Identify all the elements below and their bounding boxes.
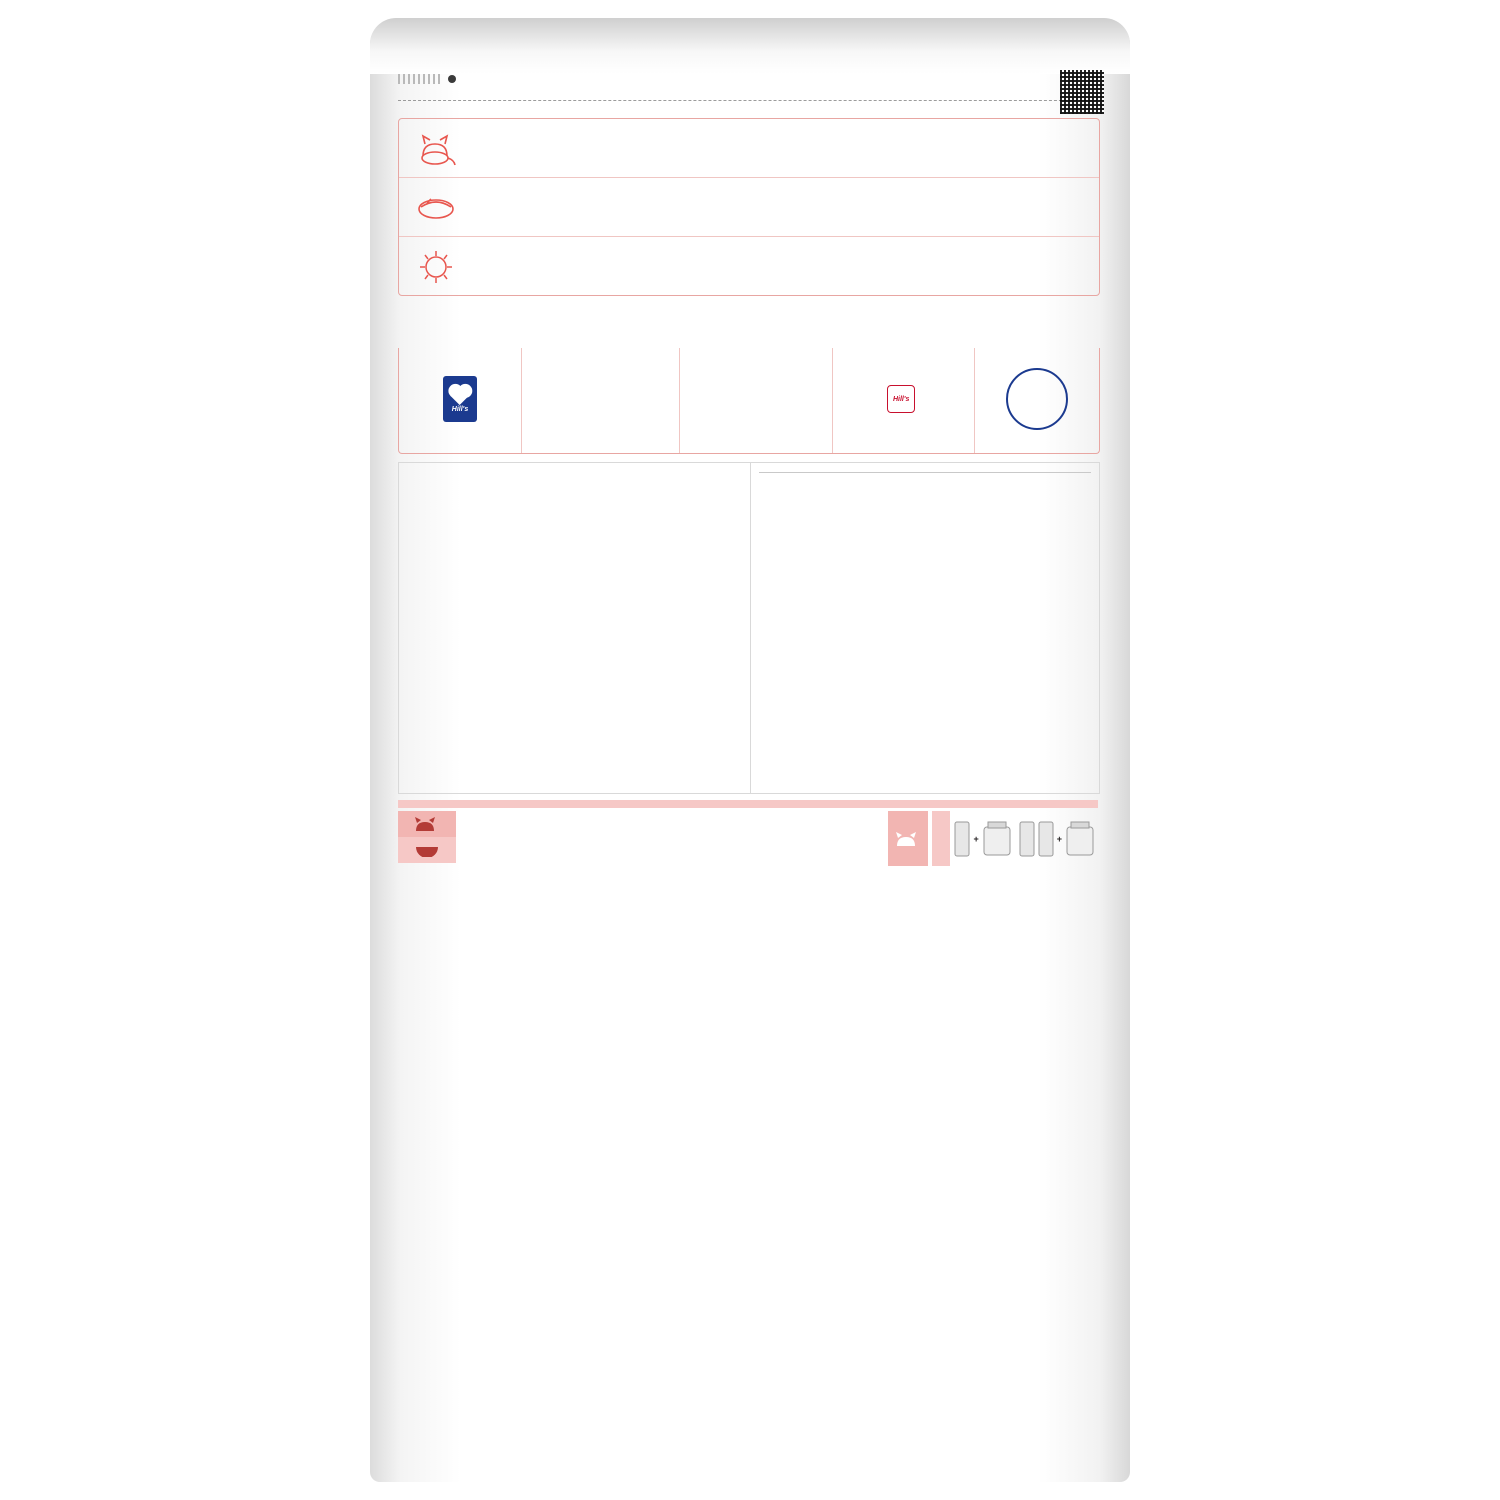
veterinary-recommended-badge xyxy=(833,348,975,453)
kibble-bag-icon xyxy=(982,819,1012,859)
skin-fur-icon xyxy=(409,246,463,286)
heart-icon xyxy=(450,385,469,404)
shelter-badge xyxy=(399,348,522,453)
bowl-icon xyxy=(398,837,456,863)
mix-example-2 xyxy=(1019,819,1098,859)
analytical-constituents-table xyxy=(399,463,751,793)
satisfaction-guarantee-badge xyxy=(975,348,1099,453)
badges-row xyxy=(398,348,1100,454)
shelter-logo xyxy=(443,376,477,422)
mix-plus-sign: + xyxy=(1056,833,1062,844)
feeding-weight-columns xyxy=(456,811,882,866)
tear-line xyxy=(398,100,1102,101)
zipper-strip xyxy=(398,74,442,84)
feeding-guide-title xyxy=(398,800,1098,808)
pouch-icon xyxy=(954,819,970,859)
cat-weight-icon xyxy=(409,128,463,168)
mix-plus-sign: + xyxy=(973,833,979,844)
additives-table xyxy=(751,463,1099,793)
hills-badge-icon: Hill's xyxy=(887,385,915,413)
cat-icon xyxy=(398,811,456,837)
highlight-cat-icon xyxy=(888,811,928,866)
pouch-icon xyxy=(1019,819,1035,859)
claims-panel xyxy=(398,118,1100,296)
feeding-mix-examples xyxy=(882,811,1098,866)
velcro-closure xyxy=(398,74,458,84)
feeding-units-column xyxy=(398,811,456,866)
claim-item xyxy=(399,237,1099,295)
claim-item xyxy=(399,119,1099,178)
kibble-bag-icon xyxy=(1065,819,1095,859)
feeding-guide xyxy=(398,800,1098,866)
product-package-back xyxy=(370,18,1130,1482)
qr-code xyxy=(1060,70,1104,114)
velcro-logo xyxy=(448,75,458,83)
claim-item xyxy=(399,178,1099,237)
hills-wordmark: Hill's xyxy=(451,405,469,413)
nutrition-tables xyxy=(398,462,1100,794)
highlight-weight xyxy=(932,811,950,866)
guarantee-seal xyxy=(1006,368,1068,430)
velcro-dot-icon xyxy=(448,75,456,83)
pouch-icon xyxy=(1038,819,1054,859)
protein-fibre-icon xyxy=(409,187,463,227)
clinically-proven-badge xyxy=(680,348,833,453)
mix-example-1 xyxy=(954,819,1014,859)
additives-units-header xyxy=(759,469,1091,473)
shelter-claim xyxy=(522,348,680,453)
